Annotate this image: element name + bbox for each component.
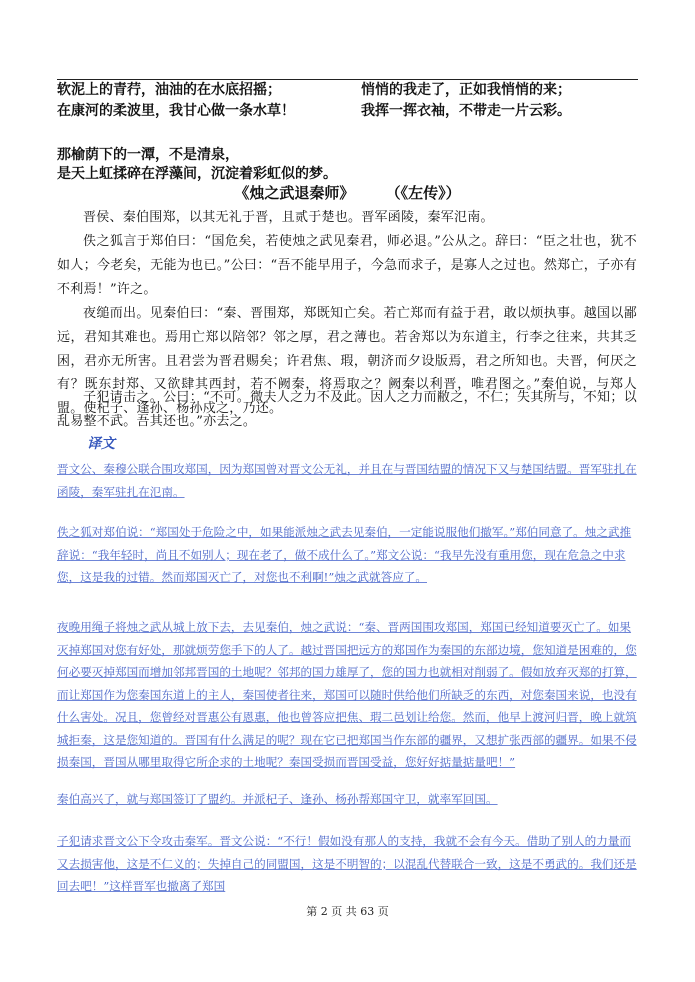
translation-text-5: 子犯请求晋文公下令攻击秦军。晋文公说：“不行！假如没有那人的支持，我就不会有今天。借助了别人的力量而又去损害他，这是不仁义的；失掉自己的同盟国，这是不明智的；以混乱代替联合一致，这是不勇武的。我们还是回去吧！”这样晋军也撤离了郑国 [57,834,637,893]
translation-text-3: 夜晚用绳子将烛之武从城上放下去，去见秦伯，烛之武说：“秦、晋两国围攻郑国，郑国已经知道要灭亡了。如果灭掉郑国对您有好处，那就烦劳您手下的人了。越过晋国把远方的郑国作为秦国的东部边境，您知道是困难的，您何必要灭掉郑国而增加邻邦晋国的土地呢？邻邦的国力雄厚了，您的国力也就相对削弱了。假如放弃灭郑的打算，而让郑国作为您秦国东道上的主人，秦国使者往来，郑国可以随时供给他们所缺乏的东西，对您秦国来说，也没有什么害处。况且，您曾经对晋惠公有恩惠，他也曾答应把焦、瑕二邑划让给您。然而，他早上渡河归晋，晚上就筑城拒秦，这是您知道的。晋国有什么满足的呢？现在它已把郑国当作东部的疆界，又想扩张西部的疆界。如果不侵损秦国，晋国从哪里取得它所企求的土地呢？秦国受损而晋国受益，您好好掂量掂量吧！” [57,620,637,769]
text-title: 《烛之武退秦师》 （《左传》） [234,184,461,202]
translation-paragraph-5 [57,830,638,898]
poem-line-2-left: 在康河的柔波里，我甘心做一条水草！ [57,103,295,119]
page-footer: 第 2 页 共 63 页 [306,905,389,918]
original-paragraph-2: 佚之狐言于郑伯曰：“国危矣，若使烛之武见秦君，师必退。”公从之。辞曰：“臣之壮也，犹不如人；今老矣，无能为也已。”公曰：“吾不能早用子，今急而求子，是寡人之过也。然郑亡，子亦有不利焉！”许之。 [57,234,637,297]
translation-text-4: 秦伯高兴了，就与郑国签订了盟约。并派杞子、逢孙、杨孙帮郑国守卫，就率军回国。 [57,792,498,806]
translation-paragraph-1 [57,458,638,503]
poem-line-2 [57,101,571,121]
original-paragraph-1: 晋侯、秦伯围郑，以其无礼于晋，且贰于楚也。晋军函陵，秦军氾南。 [83,210,494,225]
translation-paragraph-2 [57,521,638,589]
poem-line-4: 是天上虹揉碎在浮藻间，沉淀着彩虹似的梦。 [57,166,337,182]
translation-paragraph-4 [57,788,638,811]
original-paragraph-3: 夜缒而出。见秦伯曰：“秦、晋围郑，郑既知亡矣。若亡郑而有益于君，敢以烦执事。越国以鄙远，君知其难也。焉用亡郑以陪邻？邻之厚，君之薄也。若舍郑以为东道主，行李之往来，共其乏困，君亦无所害。且君尝为晋君赐矣；许君焦、瑕，朝济而夕设版焉，君之所知也。夫晋，何厌之有？既东封郑、又欲肆其西封，若不阙秦，将焉取之？阙秦以利晋，唯君图之。”秦伯说，与郑人盟。使杞子、逢孙、杨孙戍之，乃还。 [57,306,637,417]
translation-text-2: 佚之狐对郑伯说：“郑国处于危险之中，如果能派烛之武去见秦伯，一定能说服他们撤军。”郑伯同意了。烛之武推辞说：“我年轻时，尚且不如别人；现在老了，做不成什么了。”郑文公说：“我早先没有重用您，现在危急之中求您，这是我的过错。然而郑国灭亡了，对您也不利啊!”烛之武就答应了。 [57,525,632,584]
poem-line-3: 那榆荫下的一潭，不是清泉， [57,147,239,163]
poem-line-2-right: 我挥一挥衣袖，不带走一片云彩。 [361,103,571,119]
poem-line-1 [57,80,571,100]
translation-paragraph-3 [57,616,638,774]
translation-text-1: 晋文公、秦穆公联合围攻郑国，因为郑国曾对晋文公无礼，并且在与晋国结盟的情况下又与楚国结盟。晋军驻扎在函陵，秦军驻扎在氾南。 [57,462,637,499]
translation-label: 译文 [87,436,115,452]
original-paragraph-4: 子犯请击之。公曰：“不可。微夫人之力不及此。因人之力而敝之，不仁；失其所与，不知；以乱易整不武。吾其还也。”亦去之。 [57,390,637,429]
poem-line-1-right: 悄悄的我走了，正如我悄悄的来； [361,82,571,98]
poem-line-1-left: 软泥上的青荇，油油的在水底招摇； [57,82,281,98]
